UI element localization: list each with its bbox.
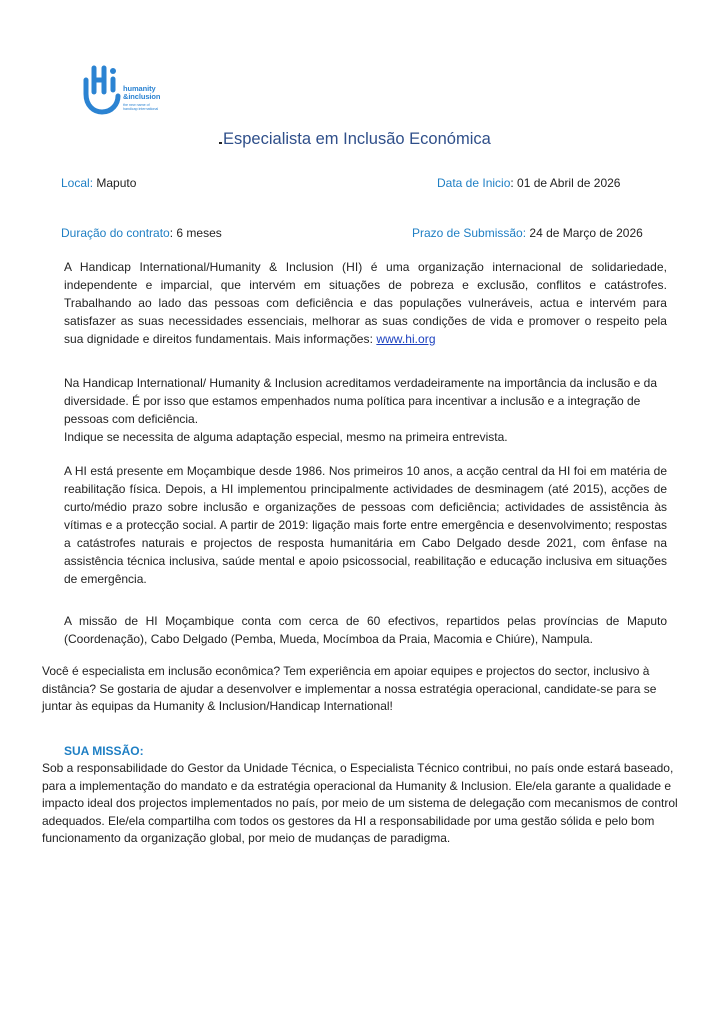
field-deadline-value: 24 de Março de 2026 [526,226,643,240]
hi-logo [80,60,180,118]
field-local [61,176,136,190]
intro-text: A Handicap International/Humanity & Inclusion (HI) é uma organização internacional de solidariedade, independente e imparcial, que intervém em situações de pobreza e exclusão, conflitos e catástrofes. Trabalhando ao lado das pessoas com deficiência e das populações vulneráveis, actua e intervém para satisfazer as suas necessidades essenciais, melhorar as suas condições de vida e promover o respeito pela sua dignidade e direitos fundamentais. Mais informações: [64,260,667,346]
field-duration-value: : 6 meses [169,226,222,240]
field-deadline-label: Prazo de Submissão: [412,226,527,240]
field-start-date-value: : 01 de Abril de 2026 [510,176,621,190]
field-local-value: Maputo [93,176,137,190]
call-to-action-paragraph: Você é especialista em inclusão econômica? Tem experiência em apoiar equipes e projectos do sector, inclusivo à distância? Se gostaria de ajudar a desenvolver e implementar a nossa estratégia operacional, candidate-se para se juntar às equipas da Humanity & Inclusion/Handicap International! [42,664,657,713]
mission-heading: SUA MISSÃO: [64,744,144,758]
mission-staff-paragraph: A missão de HI Moçambique conta com cerca de 60 efectivos, repartidos pelas províncias de Maputo (Coordenação), Cabo Delgado (Pemba, Mueda, Mocímboa da Praia, Macomia e Chiúre), Nampula. [64,614,667,646]
adaptation-text: Indique se necessita de alguma adaptação especial, mesmo na primeira entrevista. [64,430,508,444]
field-start-date [437,176,620,190]
website-link[interactable]: www.hi.org [376,332,436,346]
diversity-paragraph [64,374,667,446]
diversity-text: Na Handicap International/ Humanity & Inclusion acreditamos verdadeiramente na importância da inclusão e da diversidade. É por isso que estamos empenhados numa política para incentivar a inclusão e a integração de pessoas com deficiência. [64,376,657,426]
text-cursor-mark [219,142,222,144]
history-paragraph: A HI está presente em Moçambique desde 1986. Nos primeiros 10 anos, a acção central da HI foi em matéria de reabilitação física. Depois, a HI implementou principalmente actividades de desminagem (até 2015), acções de curto/médio prazo sobre inclusão e organizações de pessoas com deficiência; actividades de assistência às vítimas e a protecção social. A partir de 2019: ligação mais forte entre emergência e desenvolvimento; respostas a catástrofes naturais e projectos de resposta humanitária em Cabo Delgado desde 2021, com ênfase na assistência técnica inclusiva, saúde mental e apoio psicossocial, reabilitação e educação inclusiva em situações de emergência. [64,464,667,586]
logo-line-humanity: humanity [123,84,156,93]
field-deadline [412,226,643,240]
logo-tagline-1: the new name of [123,103,150,107]
mission-body: Sob a responsabilidade do Gestor da Unidade Técnica, o Especialista Técnico contribui, no país onde estará baseado, para a implementação do mandato e da estratégia operacional da Humanity & Inclusion. Ele/ela garante a qualidade e impacto ideal dos projectos implementados no país, por meio de um sistema de delegação com mecanismos de control adequados. Ele/ela compartilha com todos os gestores da HI a responsabilidade por uma gestão sólida e pelo bom funcionamento da organização global, por meio de mudanças de paradigma. [42,761,678,845]
page-title-row [219,130,491,149]
hi-hand-logo-icon [80,60,122,116]
intro-paragraph [64,258,667,348]
logo-line-inclusion: &inclusion [123,91,161,101]
field-start-date-label: Data de Inicio [437,176,511,190]
logo-tagline-2: handicap international [123,107,159,111]
page-title: Especialista em Inclusão Económica [223,130,491,148]
field-local-label: Local: [61,176,94,190]
field-duration-label: Duração do contrato [61,226,170,240]
field-duration [61,226,222,240]
logo-wordmark [123,85,160,111]
